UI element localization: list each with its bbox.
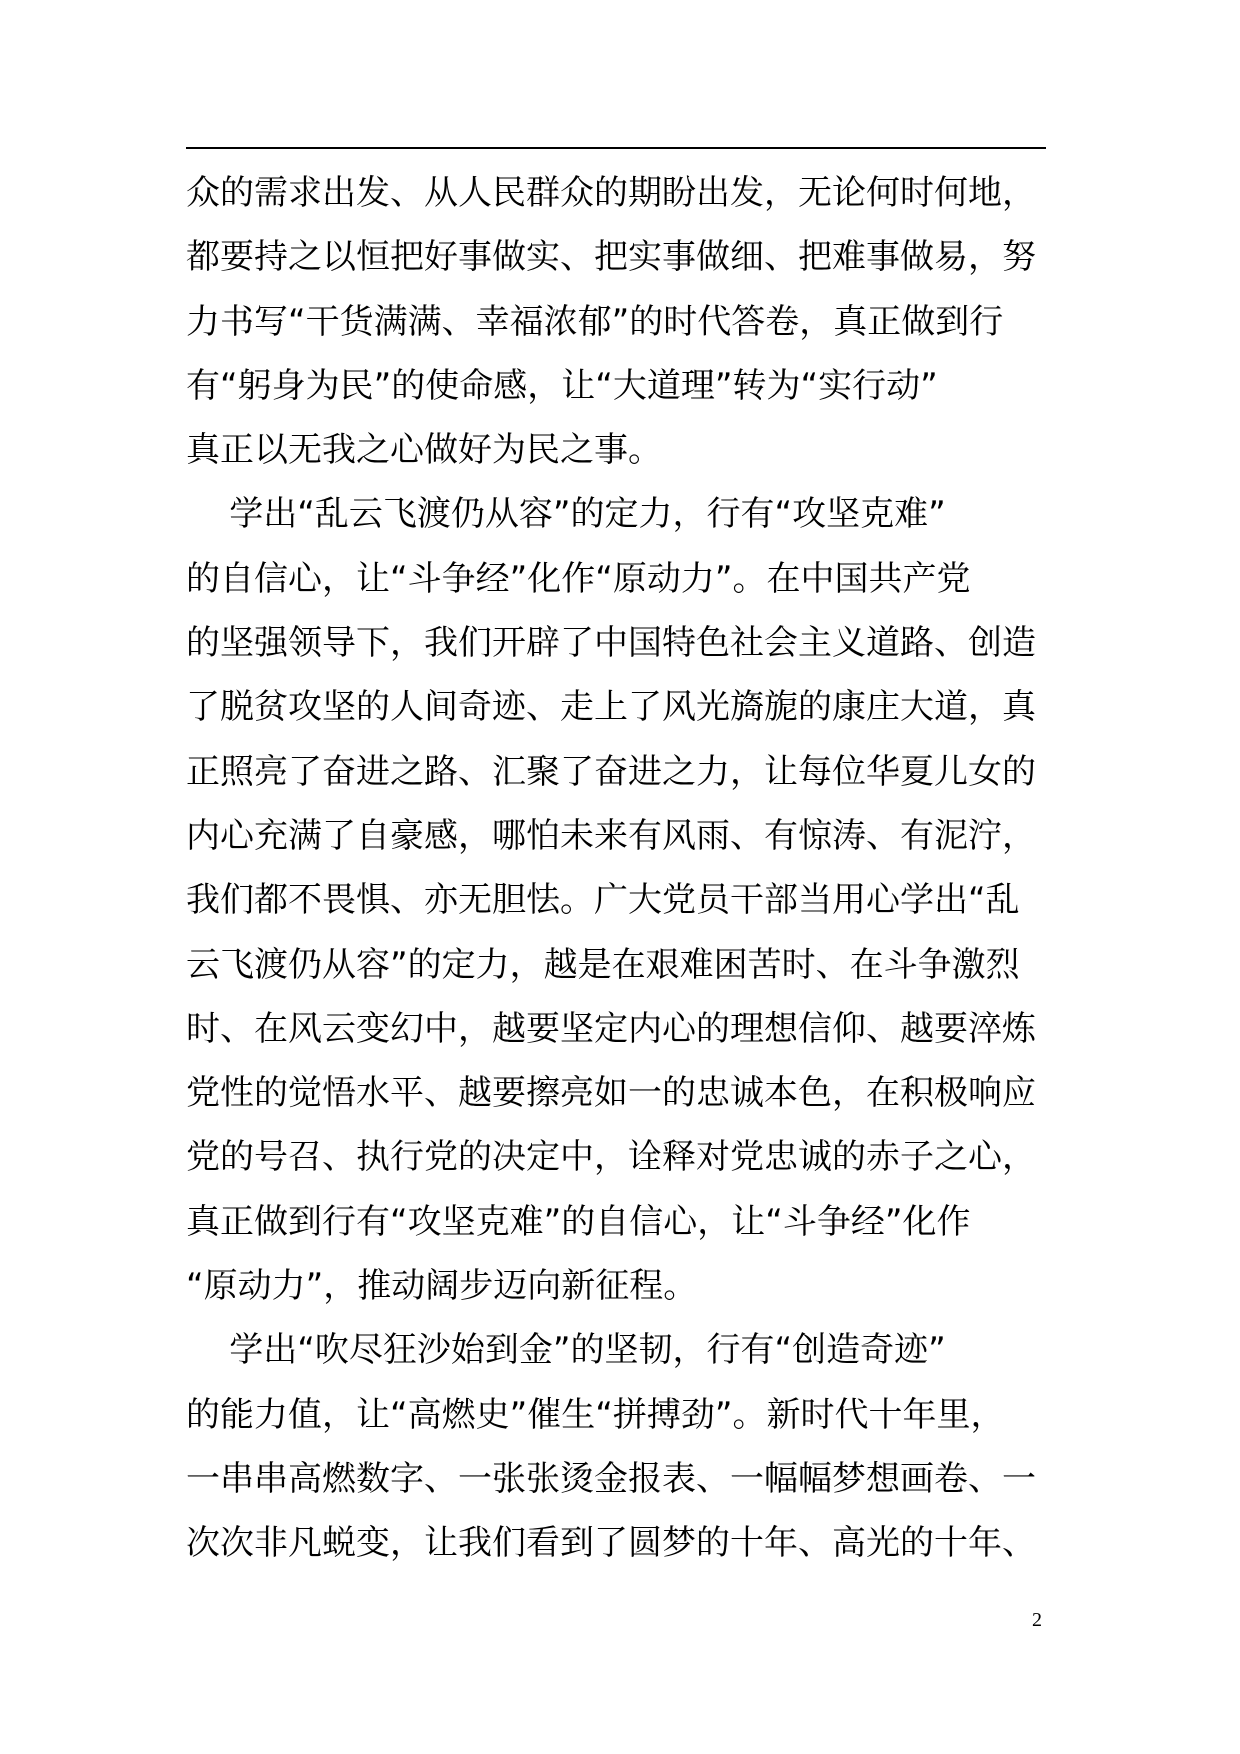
text-line: 真正做到行有“攻坚克难”的自信心，让“斗争经”化作	[186, 1201, 971, 1242]
text-line: 的能力值，让“高燃史”催生“拼搏劲”。新时代十年里，	[186, 1394, 1005, 1435]
paragraph-heading-line: 学出“吹尽狂沙始到金”的坚韧，行有“创造奇迹”	[186, 1330, 946, 1371]
text-line: 云飞渡仍从容”的定力，越是在艰难困苦时、在斗争激烈	[186, 944, 1020, 985]
text-line: 一串串高燃数字、一张张烫金报表、一幅幅梦想画卷、一	[186, 1458, 1036, 1499]
text-line: 都要持之以恒把好事做实、把实事做细、把难事做易，努	[186, 237, 1036, 278]
text-line: 力书写“干货满满、幸福浓郁”的时代答卷，真正做到行	[186, 301, 1004, 342]
text-line: 众的需求出发、从人民群众的期盼出发，无论何时何地，	[186, 173, 1036, 213]
paragraph-heading-line: 学出“乱云飞渡仍从容”的定力，行有“攻坚克难”	[186, 494, 946, 535]
page-number: 2	[1032, 1609, 1042, 1631]
text-line: 真正以无我之心做好为民之事。	[186, 430, 662, 471]
header-rule	[186, 147, 1046, 149]
text-line: 党性的觉悟水平、越要擦亮如一的忠诚本色，在积极响应	[186, 1073, 1036, 1114]
text-line: “原动力”，推动阔步迈向新征程。	[186, 1266, 698, 1307]
text-line: 正照亮了奋进之路、汇聚了奋进之力，让每位华夏儿女的	[186, 751, 1036, 792]
body-text	[186, 161, 1066, 1576]
text-line: 时、在风云变幻中，越要坚定内心的理想信仰、越要淬炼	[186, 1008, 1036, 1049]
text-line: 的自信心，让“斗争经”化作“原动力”。在中国共产党	[186, 558, 971, 599]
text-line: 次次非凡蜕变，让我们看到了圆梦的十年、高光的十年、	[186, 1523, 1036, 1564]
text-line: 我们都不畏惧、亦无胆怯。广大党员干部当用心学出“乱	[186, 880, 1020, 921]
text-line: 的坚强领导下，我们开辟了中国特色社会主义道路、创造	[186, 623, 1036, 664]
text-line: 有“躬身为民”的使命感，让“大道理”转为“实行动”	[186, 365, 938, 406]
text-line: 了脱贫攻坚的人间奇迹、走上了风光旖旎的康庄大道，真	[186, 687, 1036, 728]
text-line: 内心充满了自豪感，哪怕未来有风雨、有惊涛、有泥泞，	[186, 815, 1036, 856]
text-line: 党的号召、执行党的决定中，诠释对党忠诚的赤子之心，	[186, 1137, 1036, 1178]
